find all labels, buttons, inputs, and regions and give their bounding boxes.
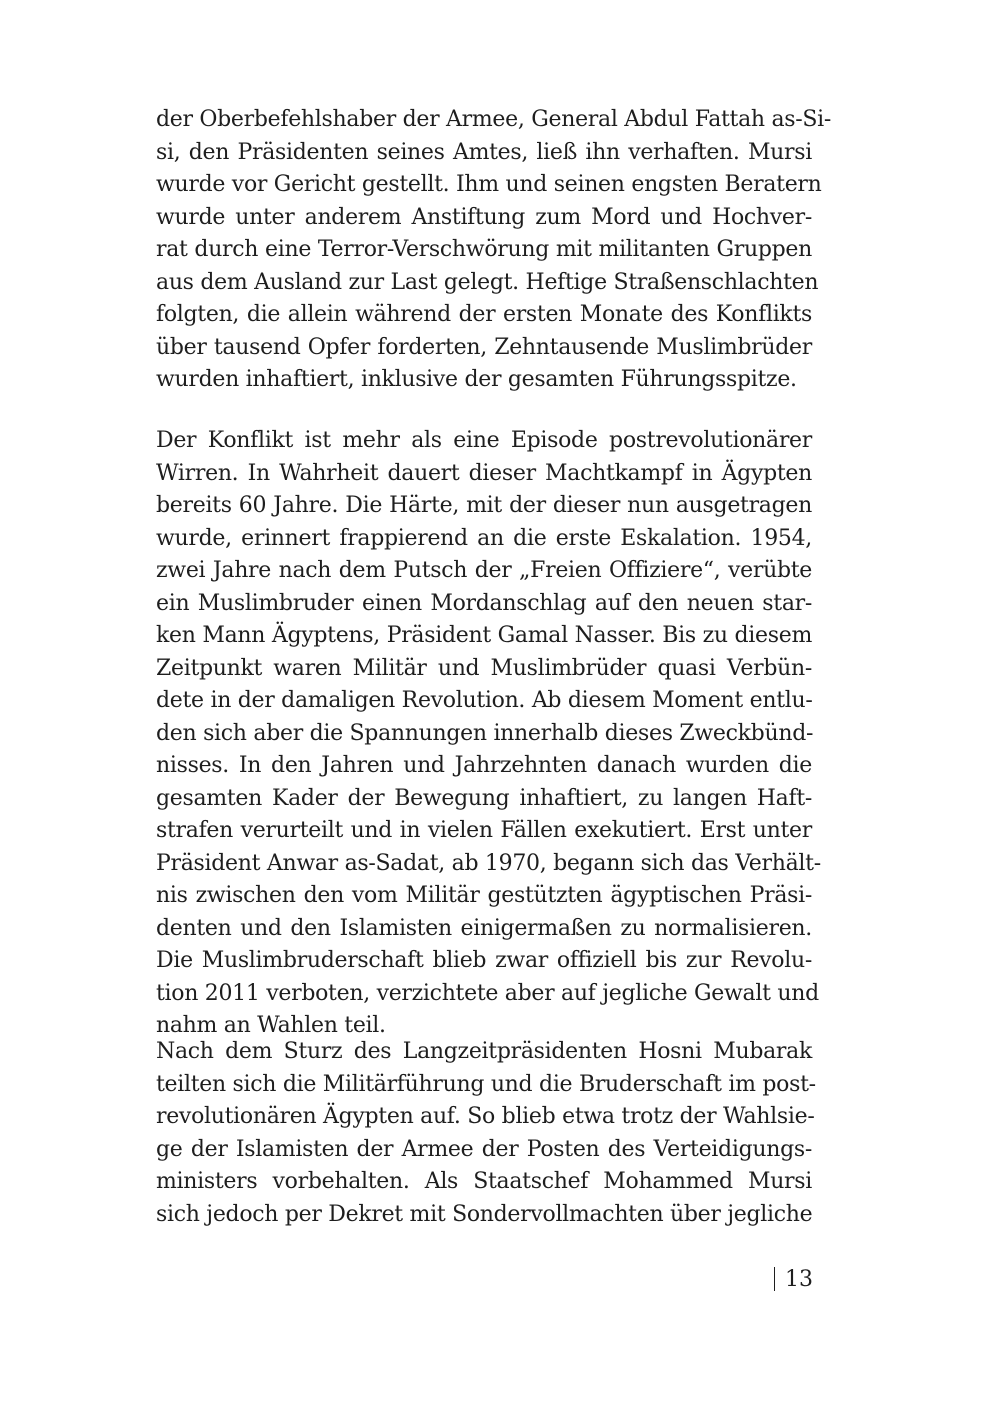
text-line: wurde, erinnert frappierend an die erste Eskalation. 1954, xyxy=(156,525,812,551)
text-line: Wirren. In Wahrheit dauert dieser Machtkampf in Ägypten xyxy=(156,460,812,486)
page-footer xyxy=(774,1264,813,1294)
paragraph-3 xyxy=(156,1036,816,1231)
text-line: nis zwischen den vom Militär gestützten ägyptischen Präsi- xyxy=(156,883,812,908)
paragraph-2 xyxy=(156,425,821,1043)
text-line: sich jedoch per Dekret mit Sondervollmachten über jegliche xyxy=(156,1201,813,1227)
text-line: Der Konflikt ist mehr als eine Episode postrevolutionärer xyxy=(156,428,812,453)
text-line: ministers vorbehalten. Als Staatschef Mohammed Mursi xyxy=(156,1169,812,1194)
text-line: rat durch eine Terror-Verschwörung mit militanten Gruppen xyxy=(156,237,812,262)
text-line: teilten sich die Militärführung und die Bruderschaft im post- xyxy=(156,1071,816,1097)
text-line: bereits 60 Jahre. Die Härte, mit der dieser nun ausgetragen xyxy=(156,493,812,518)
text-line: über tausend Opfer forderten, Zehntausende Muslimbrüder xyxy=(156,334,812,360)
text-line: der Oberbefehlshaber der Armee, General Abdul Fattah as-Si- xyxy=(156,107,832,132)
text-line: ge der Islamisten der Armee der Posten des Verteidigungs- xyxy=(156,1136,812,1162)
text-line: strafen verurteilt und in vielen Fällen exekutiert. Erst unter xyxy=(156,818,812,843)
text-line: wurden inhaftiert, inklusive der gesamten Führungsspitze. xyxy=(156,367,797,392)
text-line: gesamten Kader der Bewegung inhaftiert, zu langen Haft- xyxy=(156,785,812,811)
text-line: ein Muslimbruder einen Mordanschlag auf den neuen star- xyxy=(156,590,812,616)
text-line: Die Muslimbruderschaft blieb zwar offiziell bis zur Revolu- xyxy=(156,948,812,973)
text-line: nahm an Wahlen teil. xyxy=(156,1013,386,1038)
text-line: ken Mann Ägyptens, Präsident Gamal Nasser. Bis zu diesem xyxy=(156,623,812,648)
text-line: Präsident Anwar as-Sadat, ab 1970, begann sich das Verhält- xyxy=(156,850,821,876)
text-line: wurde unter anderem Anstiftung zum Mord und Hochver- xyxy=(156,204,812,230)
text-line: denten und den Islamisten einigermaßen zu normalisieren. xyxy=(156,915,812,941)
text-line: Nach dem Sturz des Langzeitpräsidenten Hosni Mubarak xyxy=(156,1039,812,1064)
text-line: Zeitpunkt waren Militär und Muslimbrüder quasi Verbün- xyxy=(156,655,812,681)
paragraph-1 xyxy=(156,104,832,397)
text-line: nisses. In den Jahren und Jahrzehnten danach wurden die xyxy=(156,753,812,778)
text-line: si, den Präsidenten seines Amtes, ließ ihn verhaften. Mursi xyxy=(156,139,812,165)
text-line: zwei Jahre nach dem Putsch der „Freien Offiziere“, verübte xyxy=(156,558,812,583)
text-line: tion 2011 verboten, verzichtete aber auf jegliche Gewalt und xyxy=(156,980,819,1006)
text-line: wurde vor Gericht gestellt. Ihm und seinen engsten Beratern xyxy=(156,172,822,197)
text-line: revolutionären Ägypten auf. So blieb etwa trotz der Wahlsie- xyxy=(156,1104,815,1129)
footer-divider xyxy=(774,1267,775,1291)
text-line: den sich aber die Spannungen innerhalb dieses Zweckbünd- xyxy=(156,720,814,746)
text-line: aus dem Ausland zur Last gelegt. Heftige Straßenschlachten xyxy=(156,269,819,295)
page-number: 13 xyxy=(785,1266,813,1292)
text-line: folgten, die allein während der ersten Monate des Konflikts xyxy=(156,302,812,327)
text-line: dete in der damaligen Revolution. Ab diesem Moment entlu- xyxy=(156,688,813,713)
